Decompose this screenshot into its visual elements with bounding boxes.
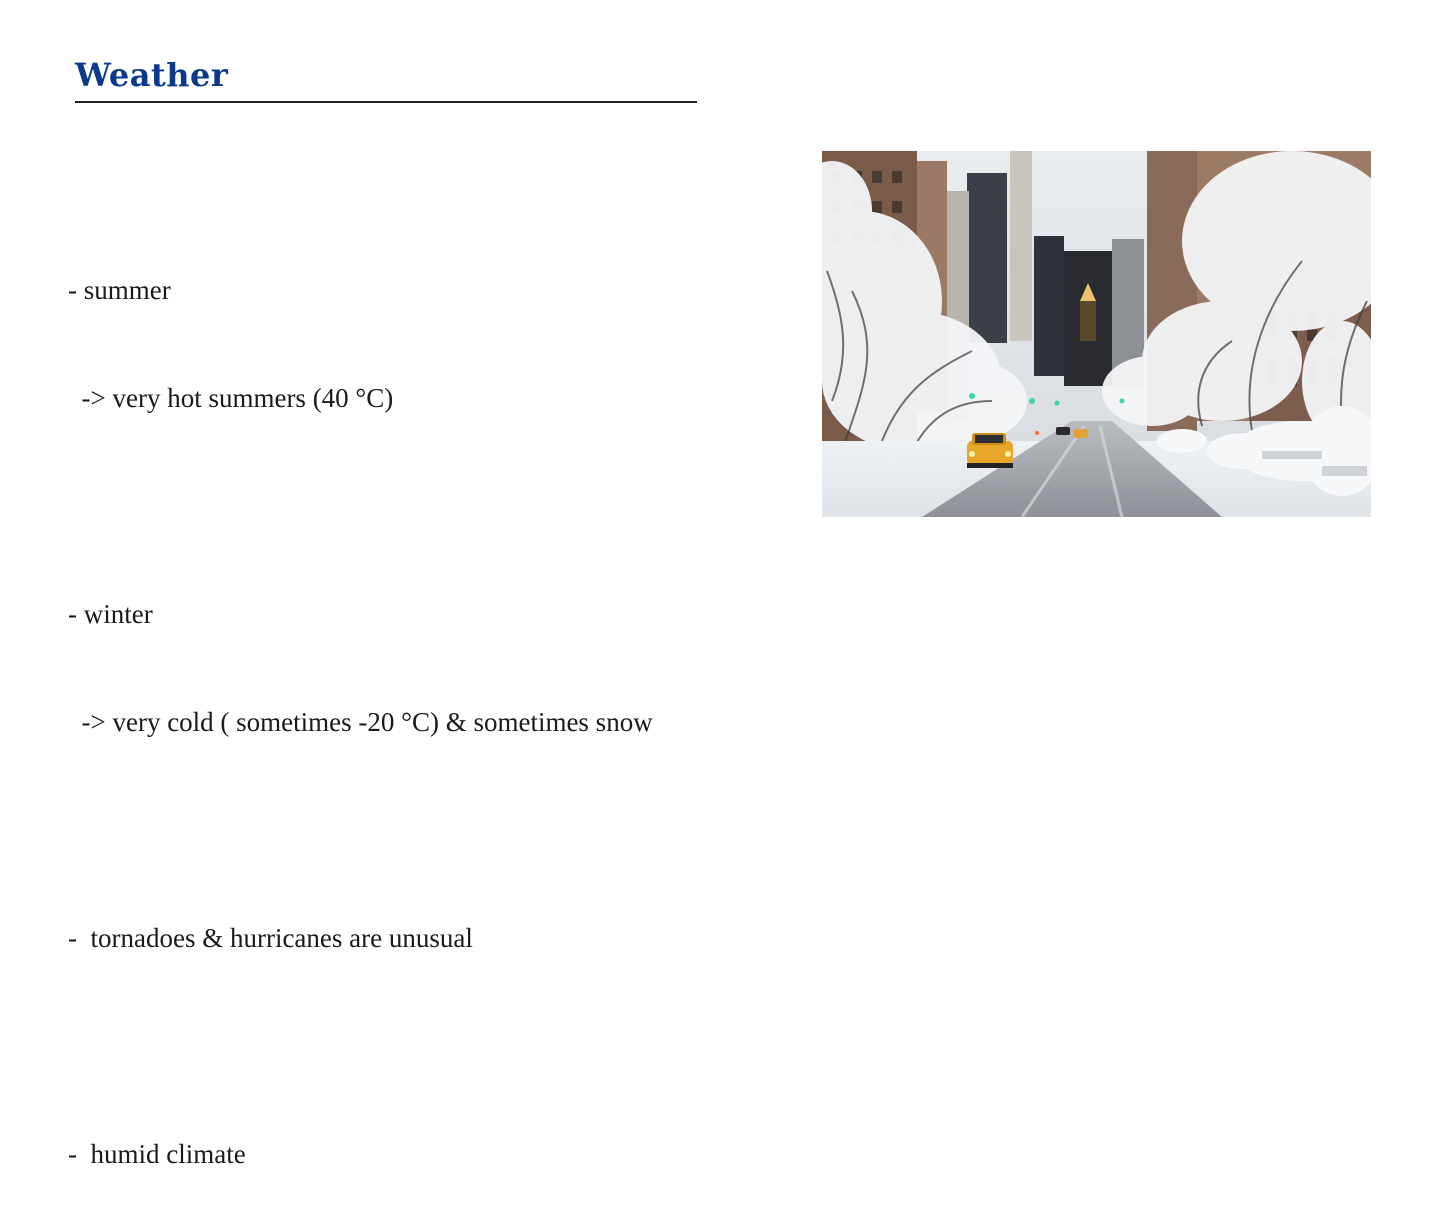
bullet-storms: - tornadoes & hurricanes are unusual <box>68 923 473 953</box>
bullet-winter: - winter <box>68 599 153 629</box>
snowy-city-street-photo <box>822 151 1371 517</box>
bullet-list <box>68 200 653 1208</box>
bullet-summer: - summer <box>68 275 171 305</box>
spacer <box>68 1028 653 1064</box>
spacer <box>68 488 653 524</box>
spacer <box>68 812 653 848</box>
slide-title: Weather <box>75 56 229 94</box>
title-underline <box>75 101 697 103</box>
bullet-winter-detail: -> very cold ( sometimes -20 °C) & sometimes snow <box>68 707 653 737</box>
bullet-climate: - humid climate <box>68 1139 246 1169</box>
bullet-summer-detail: -> very hot summers (40 °C) <box>68 383 394 413</box>
